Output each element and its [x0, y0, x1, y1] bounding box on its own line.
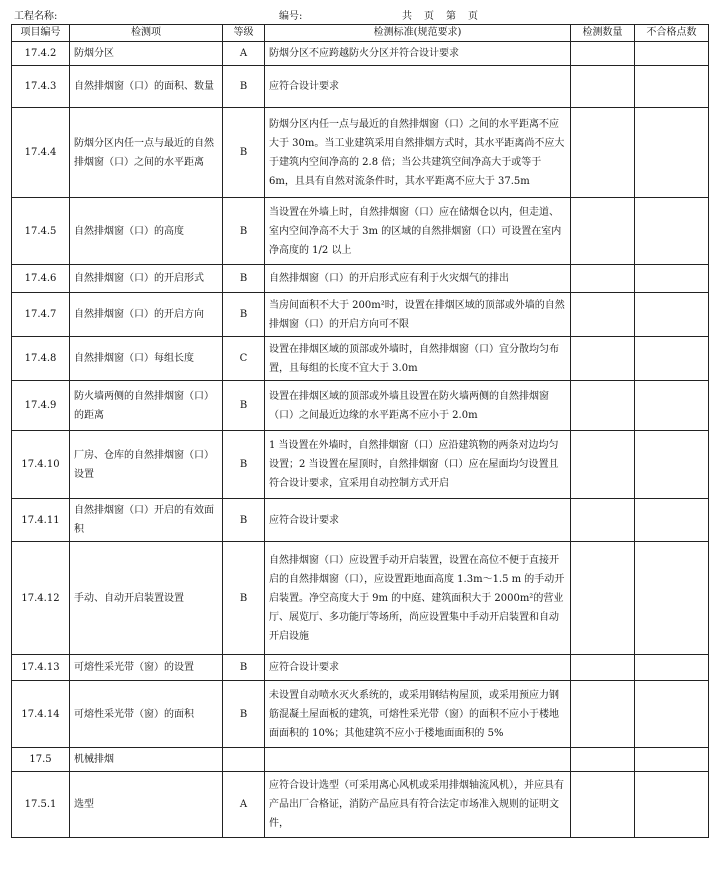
- cell-code: 17.5: [12, 748, 70, 772]
- column-header-code: 项目编号: [12, 25, 70, 42]
- project-name-label: 工程名称:: [14, 11, 58, 22]
- cell-standard: 当设置在外墙上时，自然排烟窗（口）应在储烟仓以内，但走道、室内空间净高不大于 3m 的区域的自然排烟窗（口）可设置在室内净高度的 1/2 以上: [265, 198, 571, 265]
- cell-code: 17.4.5: [12, 198, 70, 265]
- cell-item: 机械排烟: [70, 748, 223, 772]
- cell-code: 17.4.4: [12, 108, 70, 198]
- cell-level: B: [223, 542, 265, 655]
- cell-item: 自然排烟窗（口）的开启方向: [70, 293, 223, 337]
- cell-quantity: [571, 265, 635, 293]
- table-row: [12, 772, 709, 838]
- cell-level: B: [223, 381, 265, 431]
- column-header-standard: 检测标准(规范要求): [265, 25, 571, 42]
- table-row: [12, 42, 709, 66]
- cell-standard: 应符合设计选型（可采用离心风机或采用排烟轴流风机），并应具有产品出厂合格证，消防产品应具有符合法定市场准入规则的证明文件，: [265, 772, 571, 838]
- table-row: [12, 293, 709, 337]
- cell-level: C: [223, 337, 265, 381]
- cell-code: 17.4.8: [12, 337, 70, 381]
- cell-code: 17.4.10: [12, 431, 70, 499]
- cell-quantity: [571, 66, 635, 108]
- cell-level: A: [223, 772, 265, 838]
- table-row: [12, 265, 709, 293]
- table-body: [12, 42, 709, 838]
- table-row: [12, 381, 709, 431]
- cell-item: 防火墙两侧的自然排烟窗（口）的距离: [70, 381, 223, 431]
- cell-standard: 应符合设计要求: [265, 655, 571, 681]
- cell-quantity: [571, 198, 635, 265]
- cell-standard: 设置在排烟区域的顶部或外墙时，自然排烟窗（口）宜分散均匀布置，且每组的长度不宜大于 3.0m: [265, 337, 571, 381]
- cell-item: 防烟分区: [70, 42, 223, 66]
- cell-fail-count: [635, 772, 709, 838]
- cell-quantity: [571, 293, 635, 337]
- cell-standard: 未设置自动喷水灭火系统的，或采用钢结构屋顶，或采用预应力钢筋混凝土屋面板的建筑，可熔性采光带（窗）的面积不应小于楼地面面积的 10%；其他建筑不应小于楼地面面积的 5%: [265, 681, 571, 748]
- cell-code: 17.4.2: [12, 42, 70, 66]
- cell-fail-count: [635, 748, 709, 772]
- table-row: [12, 198, 709, 265]
- cell-code: 17.4.12: [12, 542, 70, 655]
- form-header: [0, 5, 719, 23]
- cell-level: B: [223, 431, 265, 499]
- cell-standard: 应符合设计要求: [265, 66, 571, 108]
- cell-fail-count: [635, 681, 709, 748]
- cell-code: 17.4.14: [12, 681, 70, 748]
- column-header-item: 检测项: [70, 25, 223, 42]
- cell-item: 手动、自动开启装置设置: [70, 542, 223, 655]
- cell-code: 17.4.13: [12, 655, 70, 681]
- cell-level: B: [223, 655, 265, 681]
- cell-fail-count: [635, 108, 709, 198]
- cell-item: 自然排烟窗（口）每组长度: [70, 337, 223, 381]
- cell-quantity: [571, 655, 635, 681]
- cell-standard: 防烟分区不应跨越防火分区并符合设计要求: [265, 42, 571, 66]
- cell-level: B: [223, 293, 265, 337]
- table-header-row: [12, 25, 709, 42]
- cell-quantity: [571, 772, 635, 838]
- table-row: [12, 681, 709, 748]
- cell-fail-count: [635, 66, 709, 108]
- page-count-label: 共 页 第 页: [402, 11, 479, 22]
- cell-quantity: [571, 108, 635, 198]
- cell-fail-count: [635, 198, 709, 265]
- table-row: [12, 748, 709, 772]
- cell-item: 厂房、仓库的自然排烟窗（口）设置: [70, 431, 223, 499]
- document-number-label: 编号:: [279, 11, 303, 22]
- cell-quantity: [571, 748, 635, 772]
- cell-standard: 自然排烟窗（口）的开启形式应有利于火灾烟气的排出: [265, 265, 571, 293]
- table-row: [12, 66, 709, 108]
- table-row: [12, 337, 709, 381]
- cell-fail-count: [635, 499, 709, 542]
- cell-quantity: [571, 42, 635, 66]
- cell-code: 17.4.6: [12, 265, 70, 293]
- cell-fail-count: [635, 265, 709, 293]
- cell-fail-count: [635, 431, 709, 499]
- column-header-fail-count: 不合格点数: [635, 25, 709, 42]
- column-header-level: 等级: [223, 25, 265, 42]
- cell-code: 17.4.11: [12, 499, 70, 542]
- cell-standard: 1 当设置在外墙时，自然排烟窗（口）应沿建筑物的两条对边均匀设置；2 当设置在屋顶时，自然排烟窗（口）应在屋面均匀设置且符合设计要求，宜采用自动控制方式开启: [265, 431, 571, 499]
- cell-level: A: [223, 42, 265, 66]
- cell-standard: 应符合设计要求: [265, 499, 571, 542]
- inspection-table: [11, 24, 709, 838]
- cell-code: 17.4.9: [12, 381, 70, 431]
- cell-standard: [265, 748, 571, 772]
- table-row: [12, 108, 709, 198]
- cell-quantity: [571, 681, 635, 748]
- cell-level: [223, 748, 265, 772]
- cell-quantity: [571, 381, 635, 431]
- cell-fail-count: [635, 293, 709, 337]
- cell-code: 17.4.3: [12, 66, 70, 108]
- cell-level: B: [223, 681, 265, 748]
- cell-quantity: [571, 499, 635, 542]
- cell-standard: 当房间面积不大于 200m²时，设置在排烟区域的顶部或外墙的自然排烟窗（口）的开启方向可不限: [265, 293, 571, 337]
- cell-quantity: [571, 337, 635, 381]
- cell-standard: 防烟分区内任一点与最近的自然排烟窗（口）之间的水平距离不应大于 30m。当工业建筑采用自然排烟方式时，其水平距离尚不应大于建筑内空间净高的 2.8 倍；当公共建筑空间净高大于或等于 6m，且具有自然对流条件时，其水平距离不应大于 37.5m: [265, 108, 571, 198]
- cell-item: 可熔性采光带（窗）的设置: [70, 655, 223, 681]
- cell-item: 自然排烟窗（口）的面积、数量: [70, 66, 223, 108]
- cell-quantity: [571, 431, 635, 499]
- cell-item: 自然排烟窗（口）的开启形式: [70, 265, 223, 293]
- cell-quantity: [571, 542, 635, 655]
- cell-level: B: [223, 66, 265, 108]
- table-row: [12, 431, 709, 499]
- cell-fail-count: [635, 542, 709, 655]
- cell-level: B: [223, 265, 265, 293]
- table-row: [12, 499, 709, 542]
- cell-fail-count: [635, 42, 709, 66]
- cell-item: 自然排烟窗（口）开启的有效面积: [70, 499, 223, 542]
- table-row: [12, 655, 709, 681]
- cell-standard: 设置在排烟区域的顶部或外墙且设置在防火墙两侧的自然排烟窗（口）之间最近边缘的水平距离不应小于 2.0m: [265, 381, 571, 431]
- cell-item: 选型: [70, 772, 223, 838]
- cell-code: 17.5.1: [12, 772, 70, 838]
- cell-fail-count: [635, 381, 709, 431]
- cell-fail-count: [635, 337, 709, 381]
- cell-item: 自然排烟窗（口）的高度: [70, 198, 223, 265]
- column-header-quantity: 检测数量: [571, 25, 635, 42]
- cell-level: B: [223, 198, 265, 265]
- cell-standard: 自然排烟窗（口）应设置手动开启装置，设置在高位不便于直接开启的自然排烟窗（口），应设置距地面高度 1.3m～1.5 m 的手动开启装置。净空高度大于 9m 的中庭、建筑面积大于 2000m²的营业厅、展览厅、多功能厅等场所，尚应设置集中手动开启装置和自动开启设施: [265, 542, 571, 655]
- cell-level: B: [223, 108, 265, 198]
- table-row: [12, 542, 709, 655]
- cell-item: 可熔性采光带（窗）的面积: [70, 681, 223, 748]
- cell-item: 防烟分区内任一点与最近的自然排烟窗（口）之间的水平距离: [70, 108, 223, 198]
- cell-level: B: [223, 499, 265, 542]
- cell-fail-count: [635, 655, 709, 681]
- cell-code: 17.4.7: [12, 293, 70, 337]
